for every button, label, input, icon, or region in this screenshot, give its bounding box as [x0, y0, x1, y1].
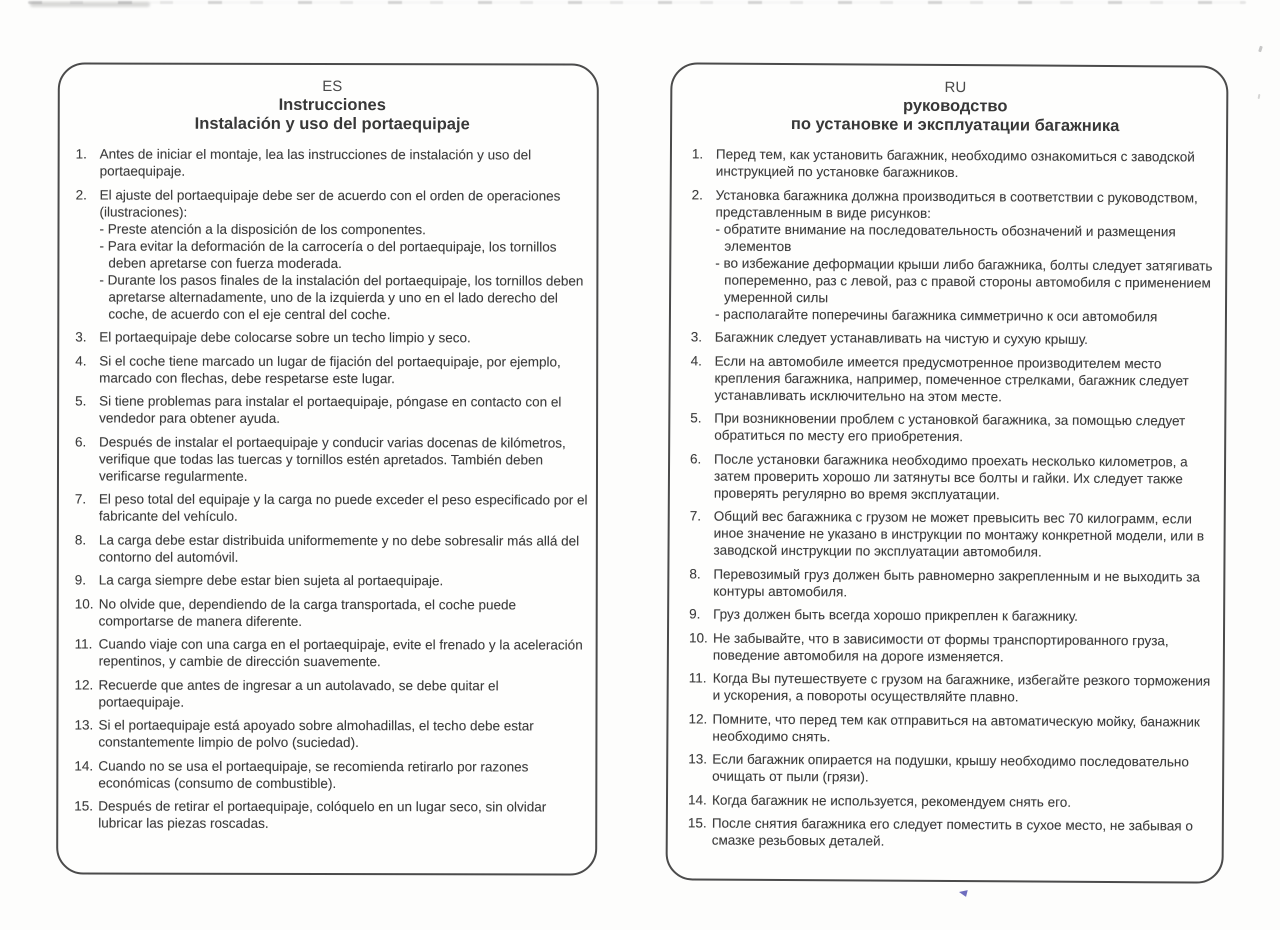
- item-number: 15.: [687, 815, 707, 831]
- sub-item: - Preste atención a la disposición de los componentes.: [99, 221, 426, 237]
- list-item: [688, 750, 1214, 787]
- item-number: 6.: [690, 450, 702, 466]
- item-text: Si tiene problemas para instalar el portaequipaje, póngase en contacto con el vendedor para obtener ayuda.: [99, 393, 562, 426]
- sub-item: - располагайте поперечины багажника симметрично к оси автомобиля: [714, 306, 1158, 324]
- item-number: 5.: [75, 393, 87, 409]
- list-item: [689, 565, 1215, 602]
- list-item: [75, 352, 588, 387]
- language-code-es: ES: [322, 77, 343, 96]
- item-text: Не забывайте, что в зависимости от формы транспортированного груза, поведение автомобиля на дороге изменяется.: [712, 630, 1169, 664]
- list-item: [688, 710, 1214, 747]
- item-text: Если на автомобиле имеется предусмотренное производителем место крепления багажника, например, помеченное стрелками, багажник следует устанавливать исключительно на этом месте.: [714, 353, 1189, 404]
- item-text: El ajuste del portaequipaje debe ser de acuerdo con el orden de operaciones (ilustraciones): - Preste atención a la disposición de los componentes. - Para evitar la deformación de la carrocería o del portaequipaje, los tornillos deben apretarse con fuerza moderada. - Durante los pasos finales de la instalación del portaequipaje, los tornillos deben apretarse alternadamente, uno de la izquierda y uno en el lado derecho del coche, de acuerdo con el eje central del coche.: [99, 186, 588, 323]
- item-text: Если багажник опирается на подушки, крышу необходимо последовательно очищать от пыли (грязи).: [712, 751, 1189, 785]
- item-number: 13.: [688, 751, 708, 767]
- sub-item: - обратите внимание на последовательность обозначений и размещения элементов: [715, 221, 1176, 254]
- list-item: [74, 797, 587, 832]
- list-item: [75, 392, 588, 427]
- sub-item: - Para evitar la deformación de la carrocería o del portaequipaje, los tornillos deben apretarse con fuerza moderada.: [99, 238, 557, 271]
- instruction-list-ru: [688, 145, 1218, 851]
- item-number: 9.: [74, 572, 87, 588]
- panel-ru-title-line1: руководство: [902, 96, 1008, 116]
- list-item: [75, 571, 588, 589]
- item-text: Si el portaequipaje está apoyado sobre almohadillas, el techo debe estar constantemente limpio de polvo (suciedad).: [98, 717, 534, 751]
- scan-speckle: [1258, 94, 1261, 99]
- item-text: Si el coche tiene marcado un lugar de fijación del portaequipaje, por ejemplo, marcado con flechas, debe respetarse este lugar.: [99, 353, 561, 386]
- list-item: [75, 595, 588, 630]
- item-number: 4.: [690, 352, 702, 369]
- item-text: La carga debe estar distribuida uniformemente y no debe sobresalir más allá del contorno del automóvil.: [98, 532, 580, 565]
- item-number: 11.: [74, 636, 93, 652]
- item-number: 14.: [74, 757, 94, 774]
- item-text: Después de instalar el portaequipaje y conducir varias docenas de kilómetros, verifique que todas las tuercas y tornillos estén apretados. También deben verificarse regularmente.: [98, 434, 566, 484]
- list-item: [691, 328, 1217, 348]
- list-item: [75, 635, 588, 670]
- list-item: [690, 409, 1216, 446]
- panel-es: [56, 62, 599, 875]
- list-item: [689, 507, 1215, 561]
- sub-item: - Durante los pasos finales de la instalación del portaequipaje, los tornillos deben apretarse alternadamente, uno de la izquierda y uno en el lado derecho del coche, de acuerdo con el eje central del coche.: [99, 272, 584, 322]
- item-number: 11.: [688, 670, 707, 686]
- item-number: 1.: [691, 146, 704, 162]
- list-item: [76, 145, 589, 180]
- panel-ru-title-line2: по установке и эксплуатации багажника: [790, 115, 1120, 136]
- list-item: [692, 145, 1218, 182]
- item-text: При возникновении проблем с установкой багажника, за помощью следует обратиться по месту его приобретения.: [714, 410, 1186, 445]
- item-text: La carga siempre debe estar bien sujeta al portaequipaje.: [98, 572, 444, 589]
- item-text: Cuando viaje con una carga en el portaequipaje, evite el frenado y la aceleración repentinos, y cambie de dirección suavemente.: [98, 636, 583, 670]
- scan-edge-artifact: [28, 1, 1246, 4]
- item-number: 2.: [75, 186, 87, 202]
- item-number: 12.: [74, 676, 94, 693]
- item-number: 12.: [688, 710, 708, 727]
- list-item: [689, 669, 1215, 706]
- list-item: [75, 328, 588, 346]
- item-text: Груз должен быть всегда хорошо прикреплен к багажнику.: [713, 606, 1078, 624]
- item-number: 7.: [689, 508, 702, 524]
- list-item: [75, 433, 588, 485]
- item-number: 15.: [74, 798, 94, 814]
- list-item: [689, 629, 1215, 666]
- instruction-list-es: [74, 145, 588, 832]
- item-text: Когда Вы путешествуете с грузом на багажнике, избегайте резкого торможения и ускорения, а повороты осуществляйте плавно.: [712, 670, 1211, 705]
- list-item: [688, 814, 1214, 851]
- panel-es-header: [76, 77, 589, 134]
- item-number: 6.: [75, 433, 87, 449]
- item-text: Помните, что перед тем как отправиться на автоматическую мойку, банажник необходимо снять.: [712, 711, 1200, 744]
- list-item: [688, 791, 1214, 811]
- item-number: 9.: [689, 606, 701, 622]
- item-text: После установки багажника необходимо проехать несколько километров, а затем проверить хорошо ли затянуты все болты и гайки. Их следует также проверять регулярно во время эксплуатации.: [713, 451, 1188, 502]
- list-item: [74, 716, 587, 751]
- scan-edge-artifact: [30, 2, 150, 7]
- item-number: 1.: [75, 146, 87, 162]
- item-number: 7.: [74, 491, 87, 507]
- item-text: Общий вес багажника с грузом не может превысить вес 70 килограмм, если иное значение не указано в инструкции по монтажу конкретной модели, или в заводской инструкции по эксплуатации автомобиля.: [713, 508, 1205, 560]
- item-number: 5.: [690, 410, 702, 426]
- sub-item: - во избежание деформации крыши либо багажника, болты следует затягивать попеременно, раз с левой, раз с правой стороны автомобиля с применением умеренной силы: [715, 255, 1213, 305]
- item-text: El peso total del equipaje y la carga no puede exceder el peso especificado por el fabricante del vehículo.: [98, 491, 588, 524]
- panel-ru-header: [692, 77, 1218, 136]
- scan-artifact-blue-mark: [958, 888, 967, 897]
- language-code-ru: RU: [944, 78, 967, 97]
- list-item: [689, 605, 1215, 625]
- list-item: [75, 186, 588, 323]
- item-text: Установка багажника должна производиться в соответствии с руководством, представленным в виде рисунков: - обратите внимание на последовательность обозначений и размещения элементов - во избежание деформации крыши либо багажника, болты следует затягивать попеременно, раз с левой, раз с правой стороны автомобиля с применением умеренной силы - располагайте поперечины багажника симметрично к оси автомобиля: [715, 186, 1218, 325]
- item-number: 8.: [74, 531, 87, 547]
- item-text: Recuerde que antes de ingresar a un autolavado, se debe quitar el portaequipaje.: [98, 677, 499, 710]
- item-text: No olvide que, dependiendo de la carga transportada, el coche puede comportarse de manera diferente.: [98, 596, 517, 629]
- item-number: 4.: [75, 352, 87, 368]
- item-number: 10.: [688, 629, 708, 646]
- panel-es-title-line1: Instrucciones: [278, 95, 386, 115]
- item-number: 3.: [690, 329, 703, 345]
- item-text: Багажник следует устанавливать на чистую и сухую крышу.: [714, 329, 1088, 347]
- item-text: Después de retirar el portaequipaje, colóquelo en un lugar seco, sin olvidar lubricar las piezas roscadas.: [98, 798, 547, 831]
- list-item: [690, 352, 1216, 406]
- list-item: [691, 186, 1218, 325]
- item-number: 8.: [689, 565, 701, 581]
- item-text: Antes de iniciar el montaje, lea las instrucciones de instalación y uso del portaequipaje.: [99, 146, 532, 179]
- item-number: 13.: [74, 717, 94, 733]
- panel-ru: [666, 62, 1229, 883]
- list-item: [74, 757, 587, 792]
- list-item: [690, 450, 1216, 504]
- list-item: [75, 531, 588, 566]
- item-number: 14.: [687, 791, 707, 808]
- list-item: [75, 490, 588, 525]
- list-item: [74, 676, 587, 711]
- scan-speckle: [1258, 46, 1263, 53]
- item-text: Когда багажник не используется, рекомендуем снять его.: [711, 792, 1072, 810]
- item-number: 3.: [75, 329, 87, 345]
- panel-es-title-line2: Instalación y uso del portaequipaje: [194, 114, 470, 134]
- item-number: 10.: [74, 595, 94, 612]
- item-text: Перед тем, как установить багажник, необходимо ознакомиться с заводской инструкцией по установке багажников.: [715, 146, 1195, 181]
- item-text: После снятия багажника его следует поместить в сухое место, не забывая о смазке резьбовых деталей.: [711, 815, 1193, 849]
- item-text: Cuando no se usa el portaequipaje, se recomienda retirarlo por razones económicas (consumo de combustible).: [98, 758, 529, 791]
- item-number: 2.: [691, 186, 704, 203]
- item-text: Перевозимый груз должен быть равномерно закрепленным и не выходить за контуры автомобиля.: [713, 566, 1201, 599]
- item-text: El portaequipaje debe colocarse sobre un techo limpio y seco.: [99, 329, 471, 346]
